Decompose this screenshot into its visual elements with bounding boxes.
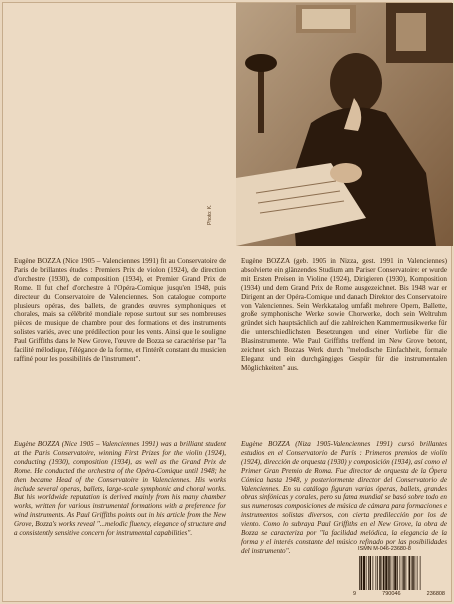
barcode-bar [379,556,381,590]
barcode-bar [394,556,396,590]
barcode-bar [409,556,411,590]
barcode-bar [393,556,394,590]
barcode-bar [397,556,398,590]
barcode-digits-mid: 790046 [382,591,401,597]
back-cover-page [2,2,452,602]
barcode-bar [388,556,390,590]
bio-english: Eugène BOZZA (Nice 1905 – Valenciennes 1991) was a brilliant student at the Paris Conservatoire, winning First Prizes for the violin (1924), conducting (1930), composition (1934), as well as the Grand Prix de Rome. He conducted the orchestra of the Opéra-Comique until 1948; he then became Head of the Conservatoire in Valenciennes. His works include several operas, ballets, large-scale symphonic and choral works. But his worldwide reputation is derived mainly from his many chamber works, written for various instrumental formations with a preference for wind instruments. As Paul Griffiths points out in his article from the New Grove, Bozza's works reveal "...melodic fluency, elegance of structure and a consistently sensitive concern for instrumental capabilities". [14,440,226,538]
barcode-bar [412,556,414,590]
bio-german: Eugène BOZZA (geb. 1905 in Nizza, gest. 1991 in Valenciennes) absolvierte ein glänzendes Studium am Pariser Conservatoire: er wurde mit Ersten Preisen in Violine (1924), Dirigieren (1930), Komposition (1934) und dem Grand Prix de Rome ausgezeichnet. Bis 1948 war er Dirigent an der Opéra-Comique und danach Direktor des Conservatoire von Valenciennes. Sein Werkkatalog umfaßt mehrere Opern, Ballette, große symphonische Werke sowie Chorwerke, doch sein Weltruhm gründet sich hauptsächlich auf die zahlreichen Kammermusikwerke für die unterschiedlichsten Besetzungen und einer Vorliebe für die Blasinstrumente. Wie Paul Griffiths treffend im New Grove betont, zeichnet sich Bozzas Werk durch "melodische Einfachheit, formale Eleganz und ein durchgängiges Gespür für die instrumentalen Möglichkeiten" aus. [241,257,447,372]
barcode-digit-left: 9 [353,591,357,597]
barcode-digits-right: 236808 [426,591,445,597]
barcode-bar [382,556,383,590]
barcode-bar [366,556,367,590]
bio-french: Eugène BOZZA (Nice 1905 – Valenciennes 1991) fit au Conservatoire de Paris de brillantes études : Premiers Prix de violon (1924), de direction d'orchestre (1930), de composition (1934), et Premier Grand Prix de Rome. Il fut chef d'orchestre à l'Opéra-Comique jusqu'en 1948, puis directeur du Conservatoire de Valenciennes. Son catalogue comporte plusieurs opéras, des ballets, de grandes œuvres symphoniques et chorales, mais sa célébrité mondiale repose surtout sur ses nombreuses pièces de musique de chambre pour des formations et des instruments solistes variés, avec une prédilection pour les vents. Ainsi que le souligne Paul Griffiths dans le New Grove, l'œuvre de Bozza se caractérise par "la facilité mélodique, l'élégance de la forme, et l'intérêt constant du musicien raffiné pour les possibilités de l'instrument". [14,257,226,363]
barcode-bar [391,556,392,590]
photo-credit: Photo: K. [207,204,213,225]
barcode-bar [403,556,405,590]
barcode-bar [417,556,418,590]
barcode-bar [411,556,412,590]
barcode-bar [385,556,387,590]
barcode-bar [373,556,374,590]
barcode-bar [406,556,407,590]
barcode-bar [400,556,401,590]
barcode-bar [370,556,372,590]
barcode-bar [402,556,403,590]
composer-photo-image [236,3,453,246]
barcode-bar [363,556,365,590]
barcode-bar [415,556,416,590]
barcode-bar [420,556,421,590]
composer-photo [236,3,453,246]
bio-spanish: Eugène BOZZA (Niza 1905-Valenciennes 1991) cursó brillantes estudios en el Conservatorio de París : Primeros premios de violín (1924), dirección de orquesta (1930) y composición (1934), así como el Primer Gran Premio de Roma. Fue director de orquesta de la Ópera Cómica hasta 1948, y posteriormente director del Conservatorio de Valenciennes. En su catálogo figuran varias óperas, ballets, grandes obras sinfónicas y corales, pero su fama mundial se basó sobre todo en sus numerosas composiciones de música de cámara para formaciones e instrumentos solistas diversos, con cierta predilección por los de viento. Como lo subraya Paul Griffiths en el New Grove, la obra de Bozza se caracteriza por "la facilidad melódica, la elegancia de la forma y el interés constante del músico refinado por las posibilidades del instrumento". [241,440,447,555]
barcode-bar [359,556,360,590]
barcode-bar [376,556,377,590]
barcode-bar [383,556,385,590]
barcode-bar [361,556,363,590]
barcode-bar [368,556,369,590]
barcode-digits [353,591,445,597]
ismn-number: ISMN M-046-23680-8 [358,546,411,552]
barcode-bar [377,556,378,590]
